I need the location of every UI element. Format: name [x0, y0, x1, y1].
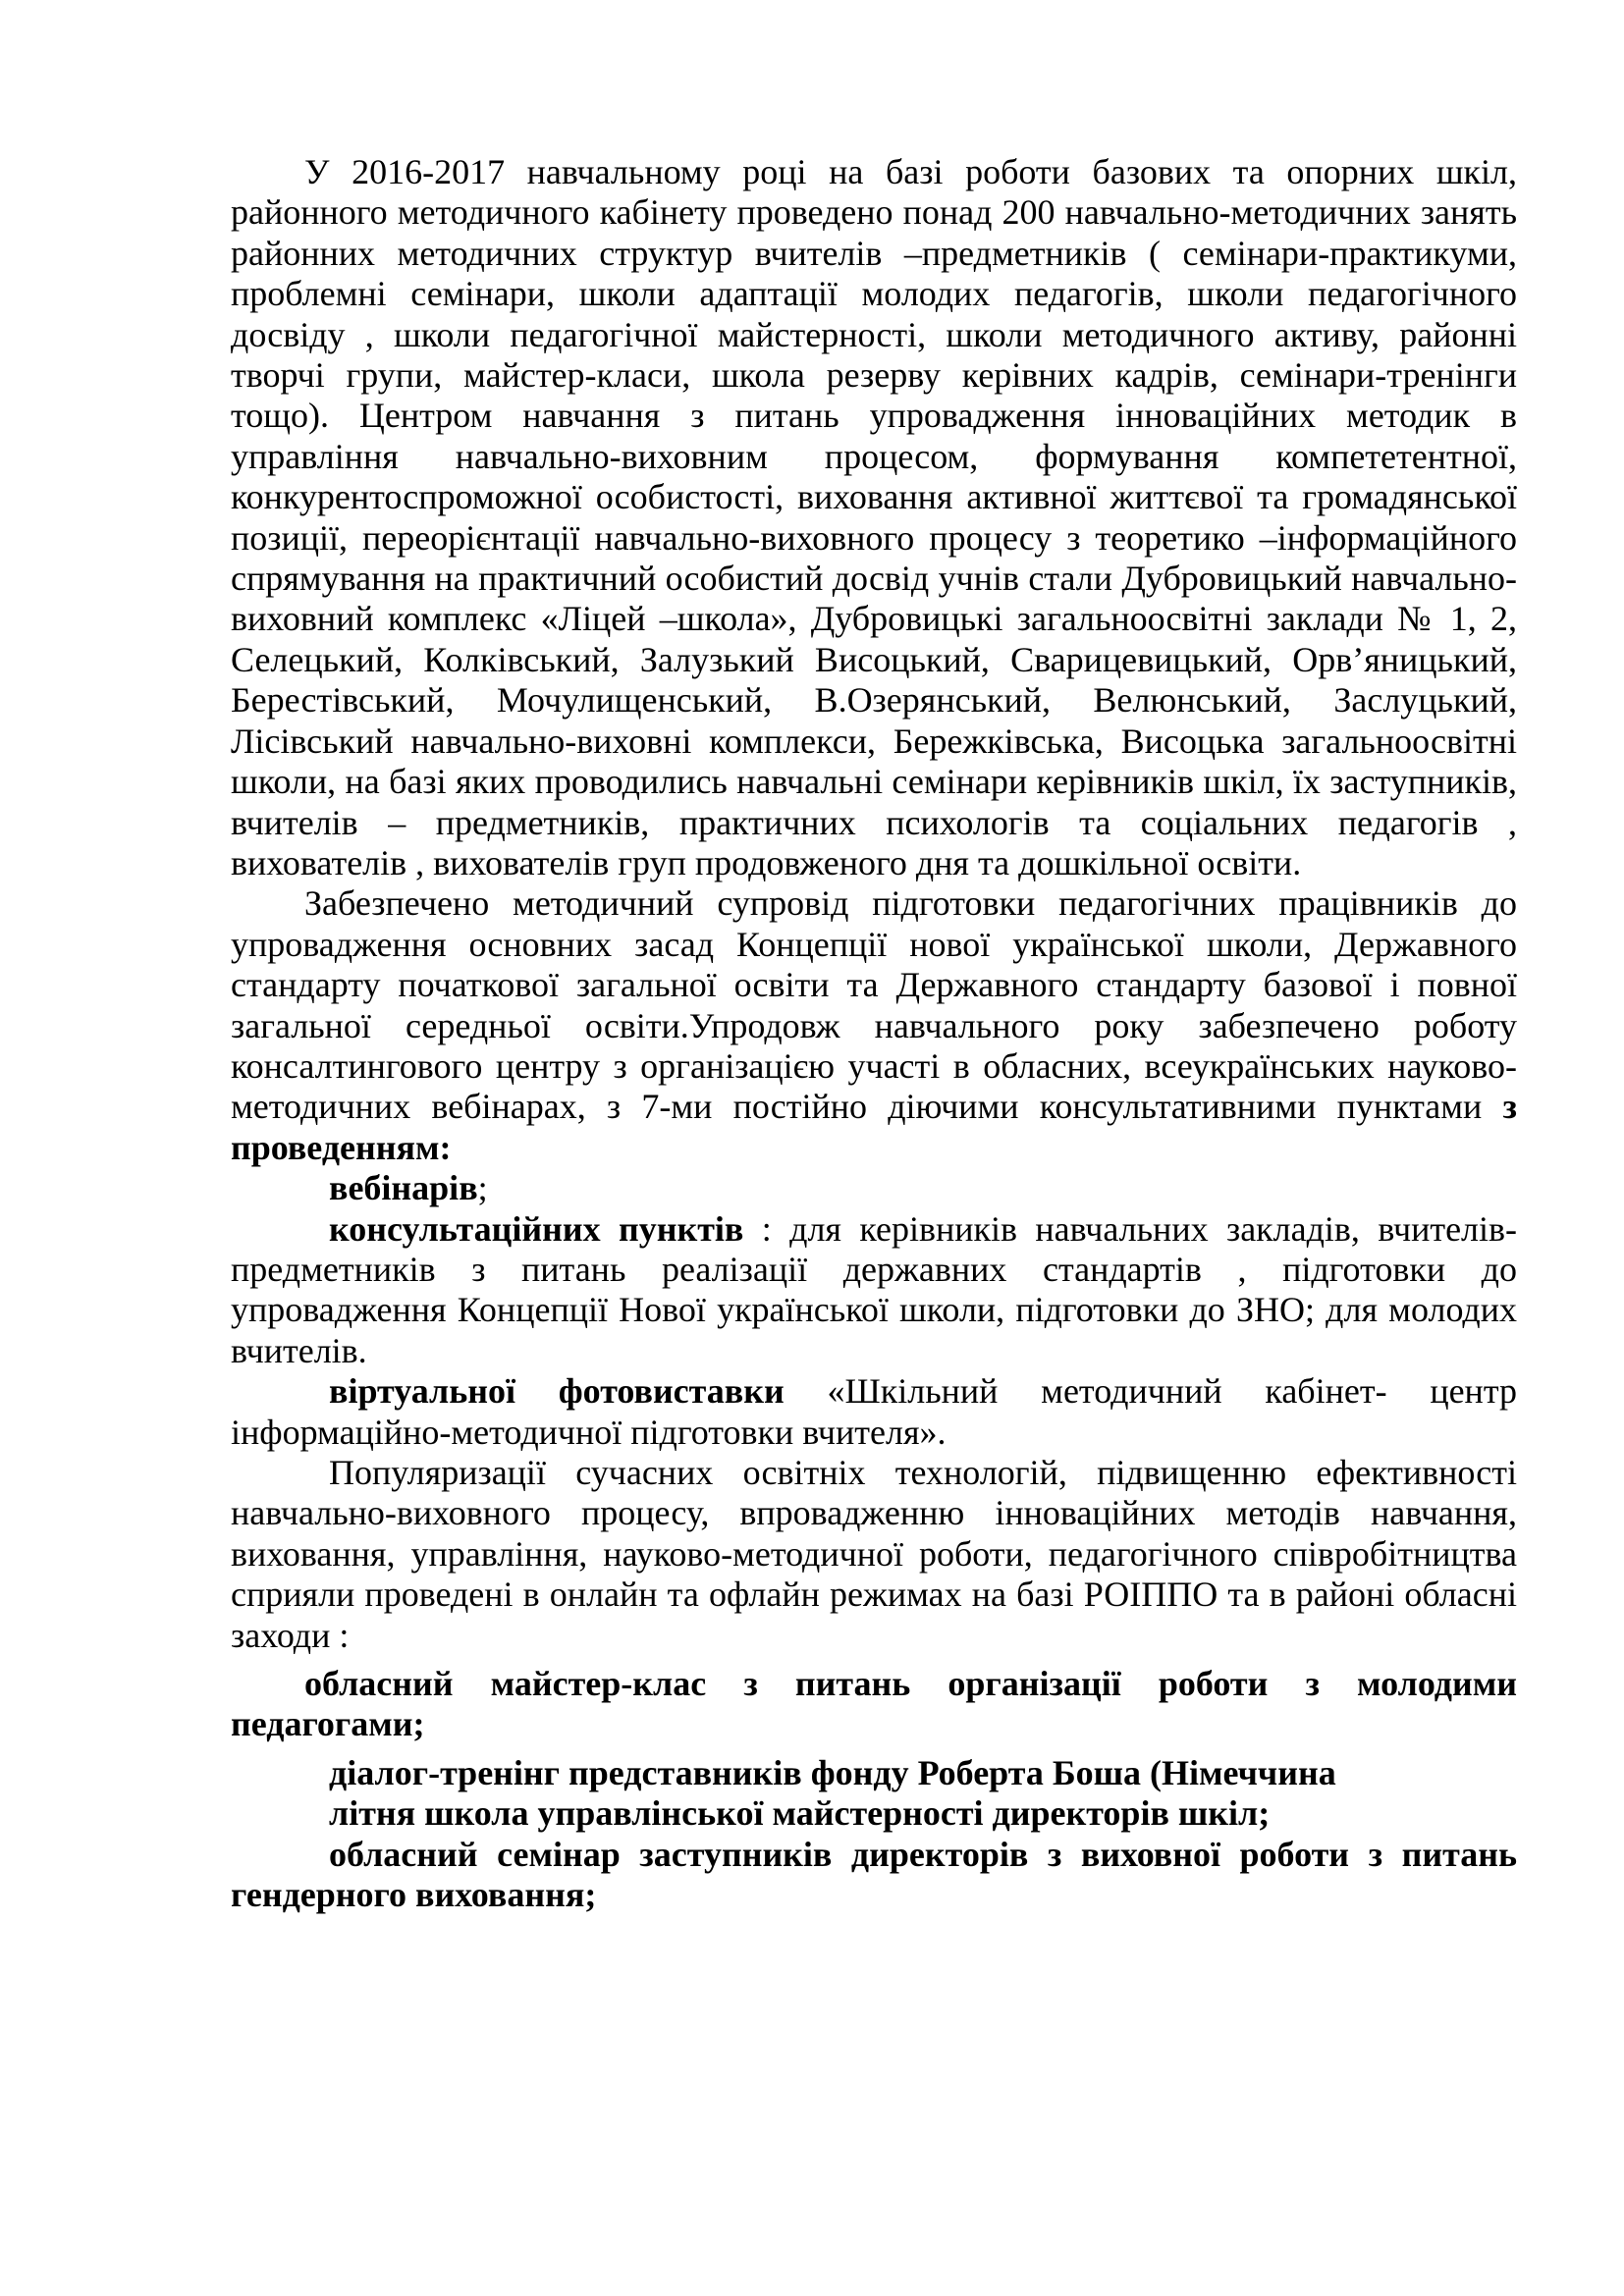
item-webinars: [231, 1168, 1517, 1208]
item-webinars-rest: ;: [477, 1168, 488, 1208]
event-dialog-training: діалог-тренінг представників фонду Роберта Боша (Німеччина: [329, 1752, 1336, 1792]
item-photo-exhibition: [231, 1371, 1517, 1453]
document-page: [231, 152, 1517, 1915]
paragraph-intro: У 2016-2017 навчальному році на базі роботи базових та опорних шкіл, районного методичного кабінету проведено понад 200 навчально-методичних занять районних методичних структур вчителів –предметників ( семінари-практикуми, проблемні семінари, школи адаптації молодих педагогів, школи педагогічного досвіду , школи педагогічної майстерності, школи методичного активу, районні творчі групи, майстер-класи, школа резерву керівних кадрів, семінари-тренінги тощо). Центром навчання з питань упровадження інноваційних методик в управління навчально-виховним процесом, формування компететентної, конкурентоспроможної особистості, виховання активної життєвої та громадянської позиції, переорієнтації навчально-виховного процесу з теоретико –інформаційного спрямування на практичний особистий досвід учнів стали Дубровицький навчально-виховний комплекс «Ліцей –школа», Дубровицькі загальноосвітні заклади № 1, 2, Селецький, Колківський, Залузький Висоцький, Сварицевицький, Орв’яницький, Берестівський, Мочулищенський, В.Озерянський, Велюнський, Заслуцький, Лісівський навчально-виховні комплекси, Бережківська, Висоцька загальноосвітні школи, на базі яких проводились навчальні семінари керівників шкіл, їх заступників, вчителів – предметників, практичних психологів та соціальних педагогів , вихователів , вихователів груп продовженого дня та дошкільної освіти.: [231, 152, 1517, 882]
paragraph-support-bold: з проведенням:: [231, 1087, 1518, 1167]
event-master-class: обласний майстер-клас з питань організації роботи з молодими педагогами;: [231, 1664, 1517, 1744]
paragraph-popularization: Популяризації сучасних освітніх технологій, підвищенню ефективності навчально-виховного процесу, впровадженню інноваційних методів навчання, виховання, управління, науково-методичної роботи, педагогічного співробітництва сприяли проведені в онлайн та офлайн режимах на базі РОІППО та в районі обласні заходи :: [231, 1453, 1517, 1655]
item-consultations-title: консультаційних пунктів: [329, 1208, 744, 1249]
item-webinars-title: вебінарів: [329, 1168, 478, 1208]
paragraph-support-text: Забезпечено методичний супровід підготовки педагогічних працівників до упровадження основних засад Концепції нової української школи, Державного стандарту початкової загальної освіти та Державного стандарту базової і повної загальної середньої освіти.Упродовж навчального року забезпечено роботу консалтингового центру з організацією участі в обласних, всеукраїнських науково-методичних вебінарах, з 7-ми постійно діючими консультативними пунктами: [231, 883, 1517, 1127]
item-photo-exhibition-rest: «Шкільний методичний кабінет- центр інформаційно-методичної підготовки вчителя».: [231, 1371, 1517, 1452]
event-summer-school: літня школа управлінської майстерності директорів шкіл;: [329, 1793, 1271, 1834]
item-consultations-rest: : для керівників навчальних закладів, вчителів-предметників з питань реалізації державних стандартів , підготовки до упровадження Концепції Нової української школи, підготовки до ЗНО; для молодих вчителів.: [231, 1208, 1518, 1370]
item-consultations: [231, 1209, 1517, 1372]
paragraph-support: [231, 883, 1517, 1168]
item-photo-exhibition-title: віртуальної фотовиставки: [329, 1371, 785, 1412]
event-regional-seminar: обласний семінар заступників директорів з виховної роботи з питань гендерного виховання;: [231, 1834, 1517, 1915]
